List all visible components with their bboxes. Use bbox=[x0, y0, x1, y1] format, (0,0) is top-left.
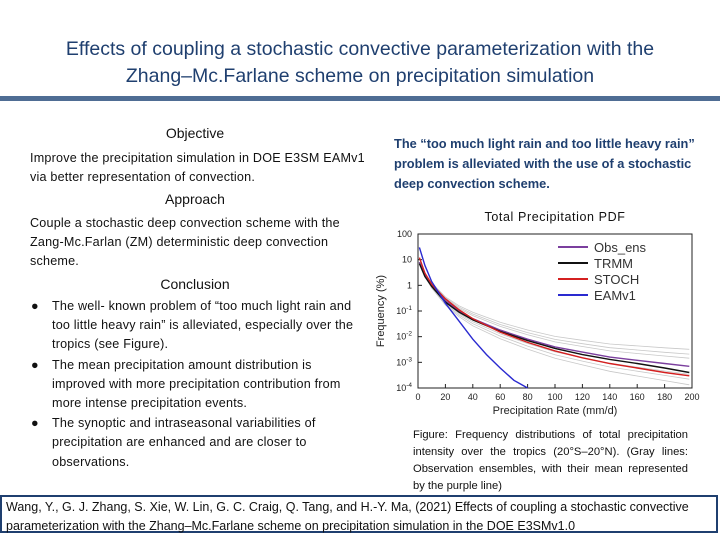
y-tick-label: $10^{-1}$ bbox=[396, 305, 412, 316]
conclusion-bullet: ● The mean precipitation amount distribution is improved with more precipitation contribution from more intense precipitation events. bbox=[31, 357, 341, 411]
chart-heading: Total Precipitation PDF bbox=[484, 210, 626, 224]
precipitation-pdf-chart bbox=[370, 228, 710, 420]
x-tick-label: 100 bbox=[547, 392, 563, 402]
legend-label: STOCH bbox=[594, 272, 640, 287]
y-tick-label: $10^{-3}$ bbox=[396, 356, 412, 368]
legend-label: TRMM bbox=[594, 256, 633, 271]
legend-label: Obs_ens bbox=[594, 240, 647, 255]
bullet-dot-icon: ● bbox=[31, 299, 39, 313]
page-title bbox=[10, 36, 710, 90]
x-tick-label: 200 bbox=[684, 392, 700, 402]
conclusion-bullet: ● The well- known problem of “too much light rain and too little heavy rain” is alleviated, especially over the tropics (see Figure). bbox=[31, 299, 354, 352]
legend-label: EAMv1 bbox=[594, 288, 636, 303]
objective-text: Improve the precipitation simulation in DOE E3SM EAMv1 via better representation of convection. bbox=[30, 151, 365, 184]
x-axis-label: Precipitation Rate (mm/d) bbox=[492, 405, 618, 417]
y-tick-label: $10^{-4}$ bbox=[396, 382, 412, 393]
approach-heading: Approach bbox=[165, 191, 225, 207]
conclusion-bullet: ● The synoptic and intraseasonal variabilities of precipitation are enhanced and are closer to observations. bbox=[31, 416, 316, 469]
title-divider bbox=[0, 96, 720, 101]
y-axis-label: Frequency (%) bbox=[375, 274, 387, 348]
conclusion-heading: Conclusion bbox=[160, 276, 230, 292]
figure-caption: Figure: Frequency distributions of total precipitation intensity over the tropics (20°S–20°N). (Gray lines: Observation ensembles, with their mean represented by the purple line) bbox=[413, 429, 688, 492]
x-tick-label: 60 bbox=[495, 392, 506, 402]
x-tick-label: 180 bbox=[657, 392, 673, 402]
x-tick-label: 0 bbox=[415, 392, 421, 402]
conclusion-list bbox=[30, 297, 365, 473]
approach-text: Couple a stochastic deep convection scheme with the Zang-Mc.Farlan (ZM) deterministic deep convection scheme. bbox=[30, 216, 340, 268]
citation-box: Wang, Y., G. J. Zhang, S. Xie, W. Lin, G. C. Craig, Q. Tang, and H.-Y. Ma, (2021) Effects of coupling a stochastic convective parameterization with the Zhang–Mc.Farlane scheme on precipitation simulation in the DOE E3SMv1.0 bbox=[0, 495, 718, 533]
figure-headline: The “too much light rain and too little heavy rain” problem is alleviated with the use of a stochastic deep convection scheme. bbox=[394, 136, 695, 191]
x-tick-label: 160 bbox=[629, 392, 645, 402]
bullet-dot-icon: ● bbox=[31, 416, 39, 431]
y-tick-label: 10 bbox=[401, 254, 412, 265]
x-tick-label: 80 bbox=[522, 392, 533, 402]
x-tick-label: 140 bbox=[602, 392, 618, 402]
title-line-1: Effects of coupling a stochastic convective parameterization with the bbox=[65, 38, 655, 60]
y-tick-label: 100 bbox=[396, 229, 412, 239]
x-tick-label: 40 bbox=[467, 392, 478, 402]
title-line-2: Zhang–Mc.Farlane scheme on precipitation simulation bbox=[125, 65, 595, 87]
x-tick-label: 20 bbox=[440, 392, 451, 402]
y-tick-label: $10^{-2}$ bbox=[396, 330, 412, 342]
bullet-dot-icon: ● bbox=[31, 357, 39, 372]
y-tick-label: 1 bbox=[406, 280, 412, 291]
x-tick-label: 120 bbox=[574, 392, 590, 402]
objective-heading: Objective bbox=[165, 125, 225, 141]
